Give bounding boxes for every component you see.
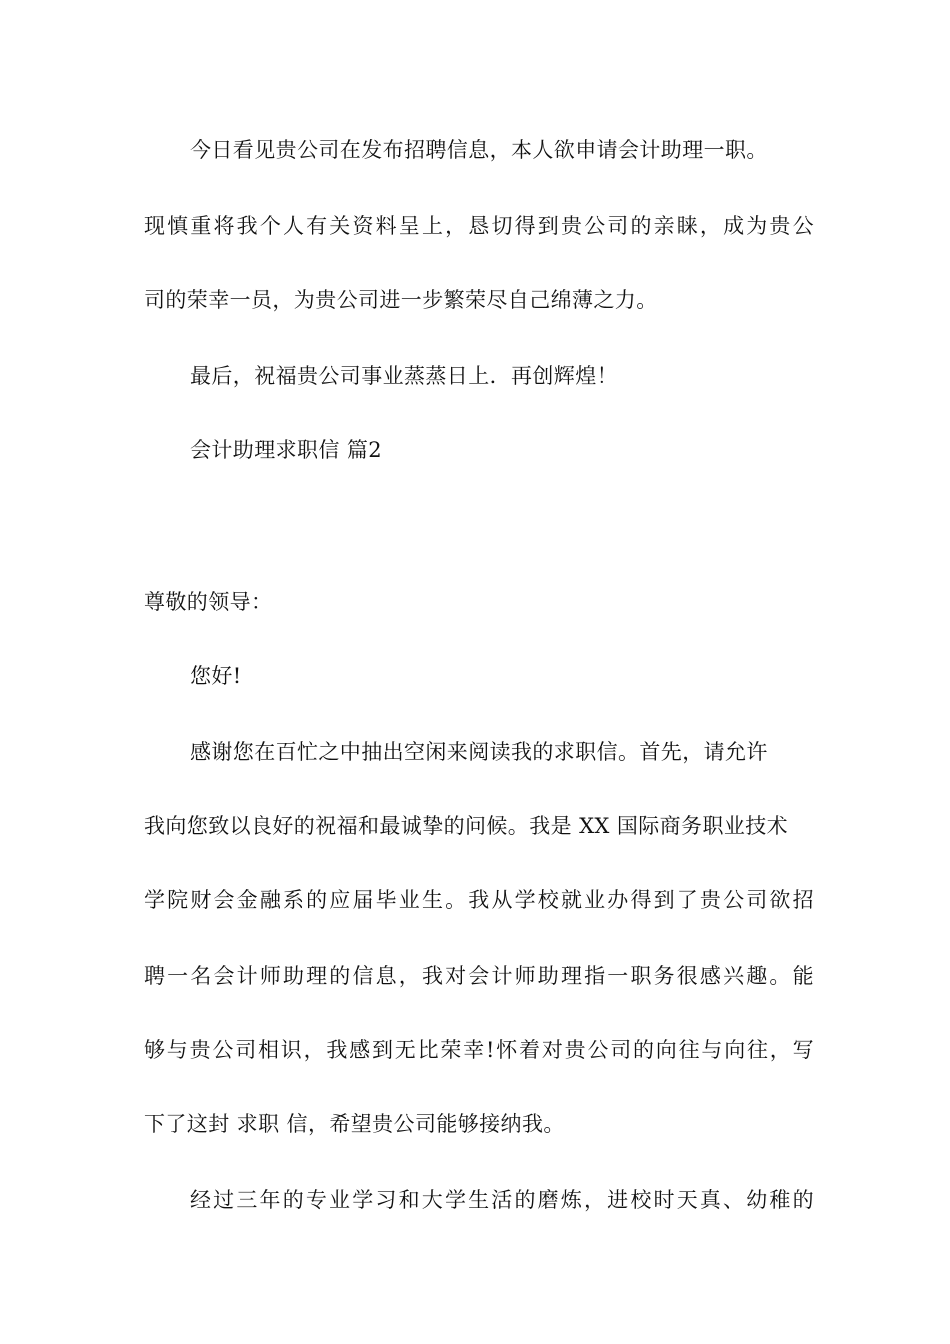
salutation: 尊敬的领导： xyxy=(144,590,273,614)
paragraph-line: 今日看见贵公司在发布招聘信息，本人欲申请会计助理一职。 xyxy=(190,138,768,162)
paragraph-line: 学院财会金融系的应届毕业生。我从学校就业办得到了贵公司欲招 xyxy=(144,888,814,912)
paragraph-line: 感谢您在百忙之中抽出空闲来阅读我的求职信。首先，请允许 xyxy=(190,740,768,764)
paragraph-line: 经过三年的专业学习和大学生活的磨炼，进校时天真、幼稚的 xyxy=(190,1188,814,1212)
paragraph-line: 司的荣幸一员，为贵公司进一步繁荣尽自己绵薄之力。 xyxy=(144,288,658,312)
section-heading: 会计助理求职信 篇2 xyxy=(190,438,383,462)
paragraph-line: 够与贵公司相识，我感到无比荣幸!怀着对贵公司的向往与向往，写 xyxy=(144,1038,814,1062)
paragraph-line: 下了这封 求职 信，希望贵公司能够接纳我。 xyxy=(144,1112,565,1136)
closing-line: 最后，祝福贵公司事业蒸蒸日上．再创辉煌！ xyxy=(190,364,618,388)
paragraph-line: 现慎重将我个人有关资料呈上，恳切得到贵公司的亲睐，成为贵公 xyxy=(144,214,814,238)
paragraph-line: 聘一名会计师助理的信息，我对会计师助理指一职务很感兴趣。能 xyxy=(144,964,814,988)
paragraph-line: 我向您致以良好的祝福和最诚挚的问候。我是 XX 国际商务职业技术 xyxy=(144,814,789,838)
greeting: 您好! xyxy=(190,664,242,688)
